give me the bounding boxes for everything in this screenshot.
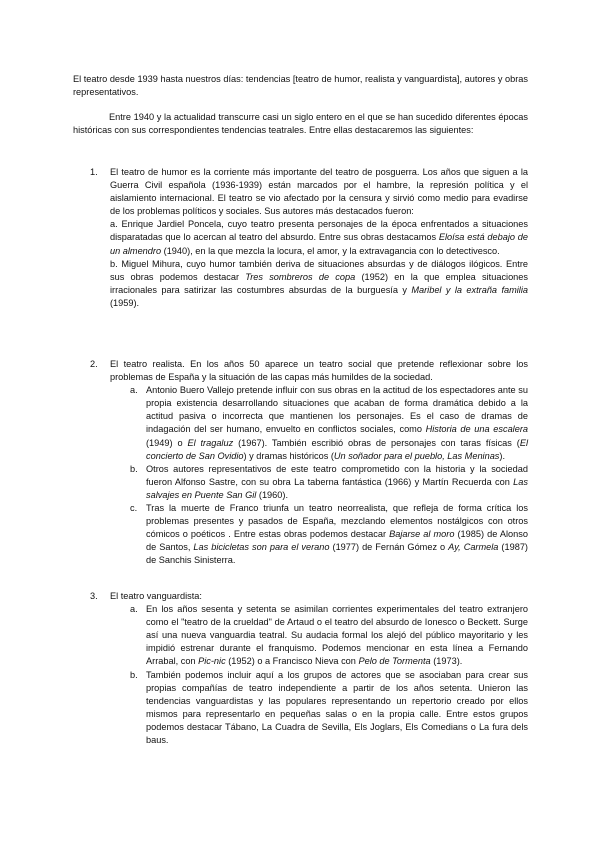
section-2-item-a: a. Antonio Buero Vallejo pretende influir con sus obras en la actitud de los espectadores ante su propia existencia desarrollando situaciones que acaban de forma dramática debido a la actitud pasiva o incorrecta que mantienen los personajes. Es el caso de dramas de indagación del ser humano, envuelto en conflictos sociales, como Historia de una escalera (1949) o El tragaluz (1967). También escribió obras de personajes con taras físicas (El concierto de San Ovidio) y dramas históricos (Un soñador para el pueblo, Las Meninas). xyxy=(130,385,528,461)
section-2-item-c: c. Tras la muerte de Franco triunfa un teatro neorrealista, que refleja de forma crítica los problemas presentes y pasados de España, mezclando elementos nostálgicos con otros cómicos o poéticos . Entre estas obras podemos destacar Bajarse al moro (1985) de Alonso de Santos, Las bicicletas son para el verano (1977) de Fernán Gómez o Ay, Carmela (1987) de Sanchis Sinisterra. xyxy=(130,503,528,566)
section-1-intro: El teatro de humor es la corriente más importante del teatro de posguerra. Los años que siguen a la Guerra Civil española (1936-1939) están marcados por el hambre, la represión política y el aislamiento internacional. El teatro se vio afectado por la censura y sirvió como medio para evadirse de los problemas políticos y sociales. Sus autores más destacados fueron: xyxy=(110,167,528,217)
item-label: c. xyxy=(130,503,138,514)
work-title: Un soñador para el pueblo, Las Meninas xyxy=(333,450,500,461)
work-title: Las bicicletas son para el verano xyxy=(193,542,330,553)
item-label: a. xyxy=(130,385,138,396)
section-2-realista xyxy=(90,358,528,568)
item-label: b. xyxy=(130,669,138,680)
item-label: b. xyxy=(130,463,138,474)
work-title: Las salvajes en Puente San Gil xyxy=(146,476,528,500)
work-title: Historia de una escalera xyxy=(425,424,528,435)
intro-paragraph: Entre 1940 y la actualidad transcurre casi un siglo entero en el que se han sucedido diferentes épocas históricas con sus correspondientes tendencias teatrales. Entre ellas destacaremos las siguientes: xyxy=(73,112,528,136)
work-title: El concierto de San Ovidio xyxy=(146,437,528,461)
section-1-humor xyxy=(90,166,528,310)
work-title: Ay, Carmela xyxy=(448,542,499,553)
work-title: Tres sombreros de copa xyxy=(245,271,356,282)
section-number: 3. xyxy=(90,591,98,601)
work-title: Maribel y la extraña familia xyxy=(411,284,528,295)
section-3-vanguardista xyxy=(90,590,528,747)
section-1-item-b: b. Miguel Mihura, cuyo humor también deriva de situaciones absurdas y de diálogos ilógicos. Entre sus obras podemos destacar Tres sombreros de copa (1952) en la que emplea situaciones irracionales para satirizar las costumbres absurdas de la burguesía y Maribel y la extraña familia (1959). xyxy=(110,258,528,308)
work-title: Pelo de Tormenta xyxy=(358,656,431,667)
section-3-intro: El teatro vanguardista: xyxy=(110,591,202,601)
section-3-item-b: b. También podemos incluir aquí a los grupos de actores que se asociaban para crear sus propias compañías de teatro independiente a partir de los años setenta. Unieron las tendencias vanguardistas y las populares representando un repertorio creado por ellos mismos para representarlo en pequeñas salas o en la propia calle. Entre estos grupos podemos destacar Tábano, La Cuadra de Sevilla, Els Joglars, Els Comedians o La fura dels baus. xyxy=(130,669,528,746)
section-2-item-b: b. Otros autores representativos de este teatro comprometido con la historia y la sociedad fueron Alfonso Sastre, con su obra La taberna fantástica (1966) y Martín Recuerda con Las salvajes en Puente San Gil (1960). xyxy=(130,463,528,500)
work-title: Pic-nic xyxy=(198,656,226,667)
work-title: El tragaluz xyxy=(187,437,234,448)
document-title: El teatro desde 1939 hasta nuestros días: tendencias [teatro de humor, realista y vanguardista], autores y obras representativos. xyxy=(73,74,528,98)
section-1-item-a: a. Enrique Jardiel Poncela, cuyo teatro presenta personajes de la época enfrentados a situaciones disparatadas que lo acercan al teatro del absurdo. Entre sus obras destacamos Eloísa está debajo de un almendro (1940), en la que mezcla la locura, el amor, y la extravagancia con lo detectivesco. xyxy=(110,219,528,256)
section-number: 2. xyxy=(90,359,98,369)
item-label: a. xyxy=(130,604,138,615)
work-title: Eloísa está debajo de un almendro xyxy=(110,232,528,256)
work-title: Bajarse al moro xyxy=(389,529,455,540)
section-2-intro: El teatro realista. En los años 50 aparece un teatro social que pretende reflexionar sobre los problemas de España y la situación de las capas más humildes de la sociedad. xyxy=(110,359,528,383)
section-number: 1. xyxy=(90,167,98,177)
section-3-item-a: a. En los años sesenta y setenta se asimilan corrientes experimentales del teatro extranjero como el "teatro de la crueldad" de Artaud o el teatro del absurdo de Ionesco o Beckett. Surge así una nueva vanguardia teatral. Su audacia formal los alejó del público mayoritario y les impidió estrenar durante el franquismo. Podemos mencionar en esta línea a Fernando Arrabal, con Pic-nic (1952) o a Francisco Nieva con Pelo de Tormenta (1973). xyxy=(130,604,528,667)
